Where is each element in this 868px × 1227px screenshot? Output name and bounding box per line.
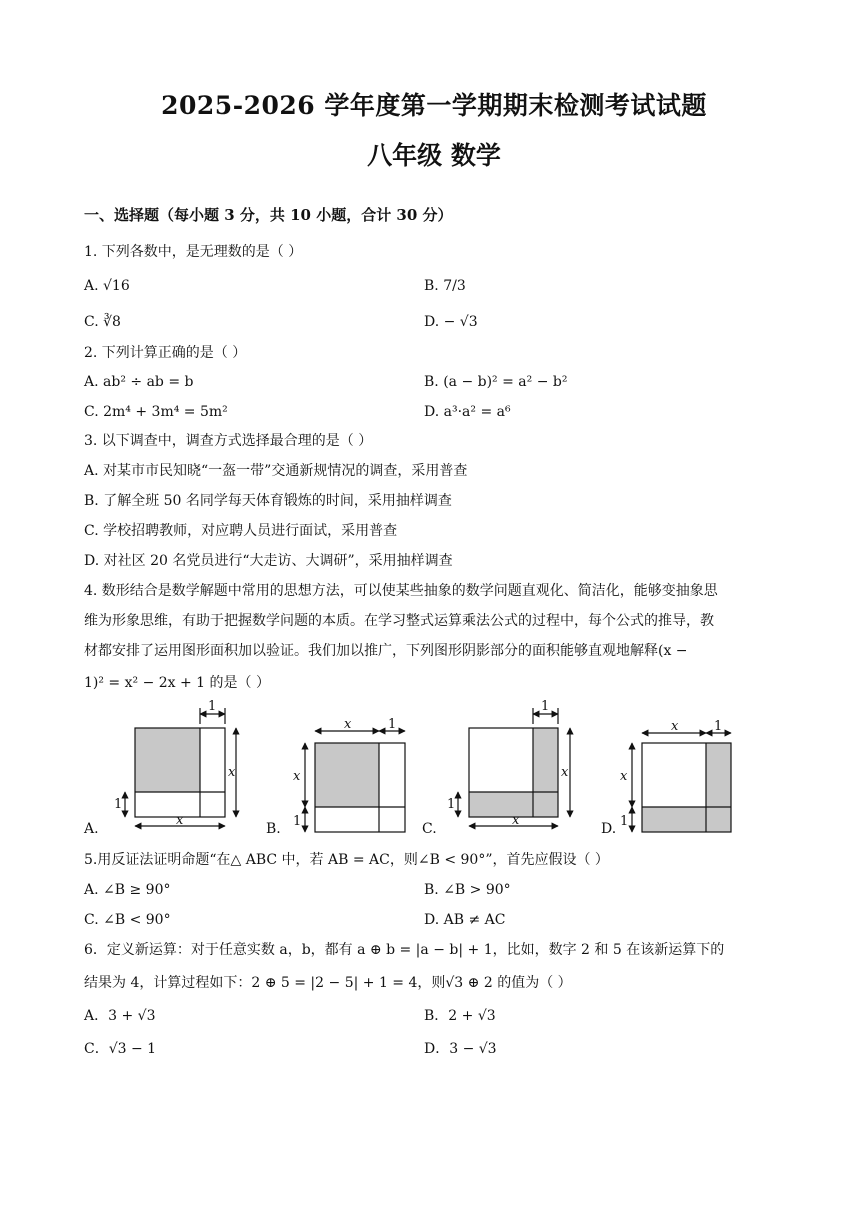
dim-label: 1 — [541, 700, 550, 714]
dim-label: 1 — [208, 700, 217, 714]
dim-label: 1 — [114, 797, 123, 812]
question-4-line-3: 材都安排了运用图形面积加以验证。我们加以推广，下列图形阴影部分的面积能够直观地解释(x − — [84, 643, 688, 659]
question-1-option-b: B. 7/3 — [424, 278, 466, 294]
dim-label: x — [228, 765, 236, 780]
question-5-option-b: B. ∠B > 90° — [424, 882, 511, 898]
question-2-option-a: A. ab² ÷ ab = b — [84, 374, 194, 390]
dim-label: x — [176, 813, 184, 828]
question-3-option-a: A. 对某市市民知晓“一盔一带”交通新规情况的调查，采用普查 — [84, 463, 468, 479]
question-1-stem: 1. 下列各数中，是无理数的是（ ） — [84, 244, 303, 260]
dim-label: x — [671, 719, 679, 734]
question-5-option-a: A. ∠B ≥ 90° — [84, 882, 171, 898]
dim-label: x — [293, 769, 301, 784]
figure-b — [305, 731, 405, 832]
question-6-line-1: 6．定义新运算：对于任意实数 a，b，都有 a ⊕ b = |a − b| + 1，比如，数字 2 和 5 在该新运算下的 — [84, 942, 725, 958]
page-title: 2025-2026 学年度第一学期期末检测考试试题 — [161, 91, 707, 120]
dim-label: x — [620, 769, 628, 784]
figure-c — [458, 708, 570, 826]
question-5-option-c: C. ∠B < 90° — [84, 912, 171, 928]
dim-label: x — [344, 717, 352, 732]
dim-label: x — [512, 813, 520, 828]
question-4-figures — [0, 700, 868, 840]
figure-d — [632, 733, 731, 832]
question-2-option-b: B. (a − b)² = a² − b² — [424, 374, 568, 390]
question-2-option-d: D. a³·a² = a⁶ — [424, 404, 511, 420]
figure-a — [125, 708, 236, 826]
question-1-option-c: C. ∛8 — [84, 314, 121, 330]
question-6-option-c: C．√3 − 1 — [84, 1041, 157, 1057]
figure-label-a: A. — [84, 821, 99, 837]
question-6-option-d: D．3 − √3 — [424, 1041, 497, 1057]
question-6-option-a: A．3 + √3 — [84, 1008, 156, 1024]
question-3-option-d: D. 对社区 20 名党员进行“大走访、大调研”，采用抽样调查 — [84, 553, 453, 569]
dim-label: 1 — [447, 797, 456, 812]
question-4-line-2: 维为形象思维，有助于把握数学问题的本质。在学习整式运算乘法公式的过程中，每个公式的推导，教 — [84, 613, 714, 629]
figure-label-d: D. — [601, 821, 617, 837]
question-2-stem: 2. 下列计算正确的是（ ） — [84, 345, 247, 361]
question-1-option-a: A. √16 — [84, 278, 130, 294]
dim-label: 1 — [620, 814, 629, 829]
dim-label: 1 — [293, 814, 302, 829]
figure-label-b: B. — [266, 821, 281, 837]
question-2-option-c: C. 2m⁴ + 3m⁴ = 5m² — [84, 404, 228, 420]
question-4-line-1: 4. 数形结合是数学解题中常用的思想方法，可以使某些抽象的数学问题直观化、简洁化，能够变抽象思 — [84, 583, 718, 599]
question-5-option-d: D. AB ≠ AC — [424, 912, 506, 928]
figure-label-c: C. — [422, 821, 437, 837]
question-5-stem: 5.用反证法证明命题“在△ ABC 中，若 AB = AC，则∠B < 90°”，首先应假设（ ） — [84, 852, 609, 868]
question-3-stem: 3. 以下调查中，调查方式选择最合理的是（ ） — [84, 433, 373, 449]
dim-label: x — [561, 765, 569, 780]
dim-label: 1 — [388, 717, 397, 732]
section-heading: 一、选择题（每小题 3 分，共 10 小题，合计 30 分） — [84, 206, 453, 224]
question-1-option-d: D. − √3 — [424, 314, 478, 330]
question-3-option-c: C. 学校招聘教师，对应聘人员进行面试，采用普查 — [84, 523, 398, 539]
question-3-option-b: B. 了解全班 50 名同学每天体育锻炼的时间，采用抽样调查 — [84, 493, 452, 509]
question-4-line-4: 1)² = x² − 2x + 1 的是（ ） — [84, 675, 270, 691]
dim-label: 1 — [714, 719, 723, 734]
question-6-option-b: B．2 + √3 — [424, 1008, 496, 1024]
page-subtitle: 八年级 数学 — [367, 141, 501, 170]
question-6-line-2: 结果为 4，计算过程如下：2 ⊕ 5 = |2 − 5| + 1 = 4，则√3 ⊕ 2 的值为（ ） — [84, 975, 572, 991]
